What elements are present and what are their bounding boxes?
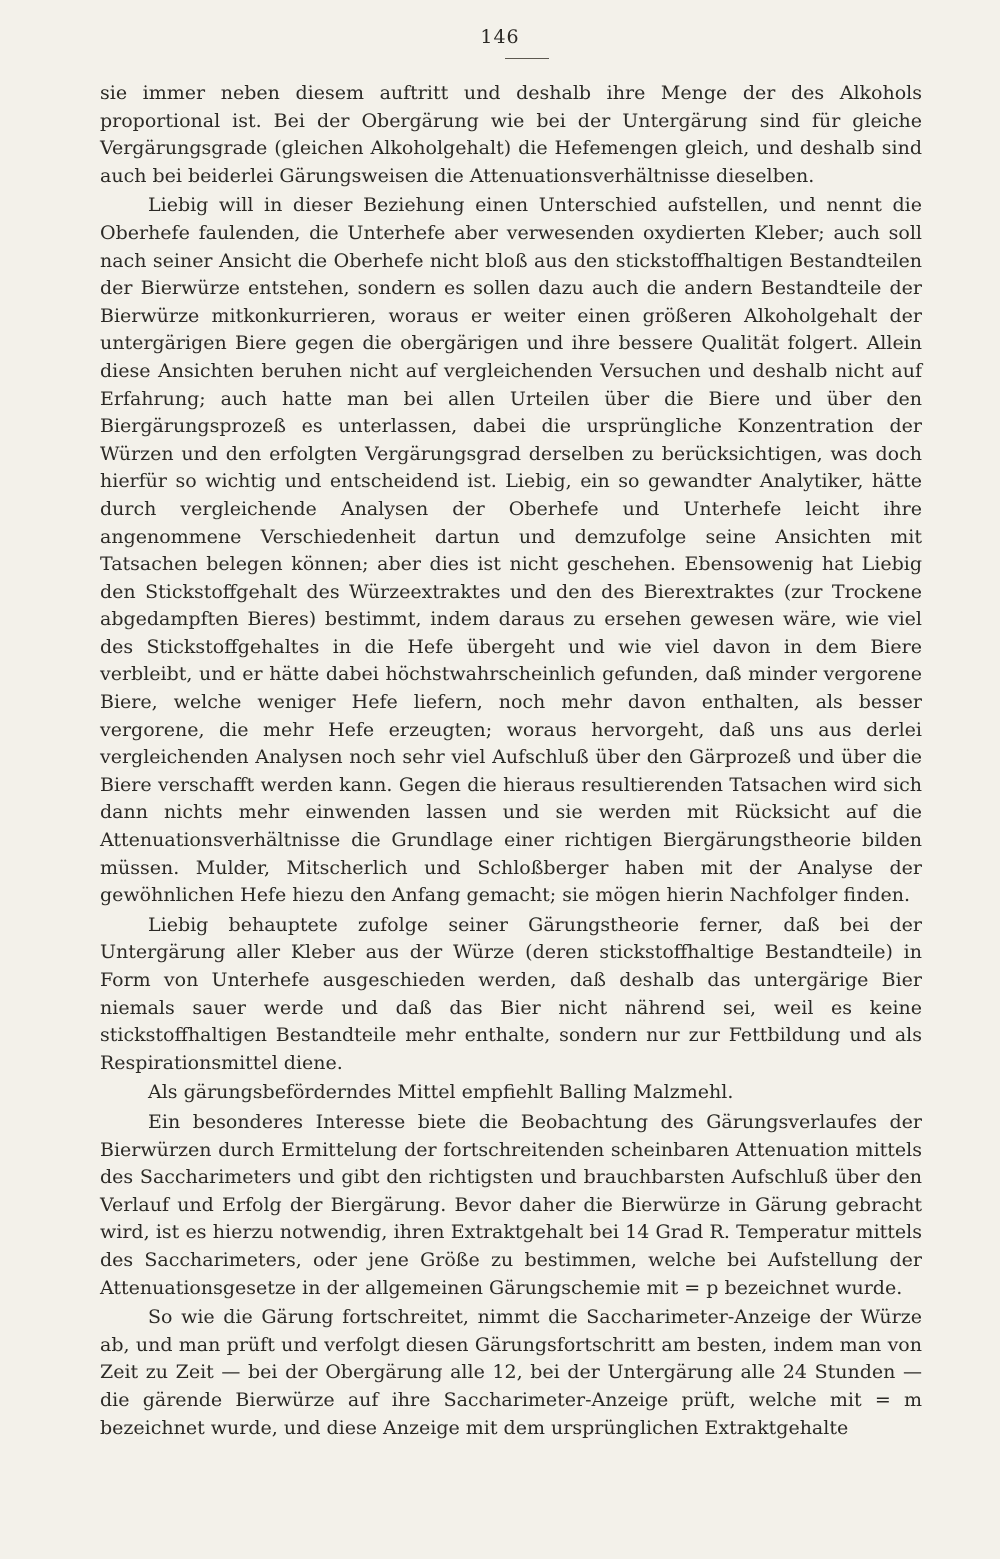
paragraph: So wie die Gärung fortschreitet, nimmt die Saccharimeter-Anzeige der Würze ab, und man prüft und verfolgt diesen Gärungsfortschritt am besten, indem man von Zeit zu Zeit — bei der Obergärung alle 12, bei der Untergärung alle 24 Stunden — die gärende Bierwürze auf ihre Saccharimeter-Anzeige prüft, welche mit = m bezeichnet wurde, und diese Anzeige mit dem ursprünglichen Extraktgehalte (100, 1306, 922, 1439)
paragraph: Ein besonderes Interesse biete die Beobachtung des Gärungsverlaufes der Bierwürzen durch Ermittelung der fortschreitenden scheinbaren Attenuation mittels des Saccharimeters und gibt den richtigsten und brauchbarsten Aufschluß über den Verlauf und Erfolg der Biergärung. Bevor daher die Bierwürze in Gärung gebracht wird, ist es hierzu notwendig, ihren Extraktgehalt bei 14 Grad R. Temperatur mittels des Saccharimeters, oder jene Größe zu bestimmen, welche bei Aufstellung der Attenuationsgesetze in der allgemeinen Gärungschemie mit = p bezeichnet wurde. (100, 1110, 922, 1299)
page-number: 146 (480, 26, 520, 48)
page-number-rule (505, 58, 549, 59)
paragraph: sie immer neben diesem auftritt und deshalb ihre Menge der des Alkohols proportional ist. Bei der Obergärung wie bei der Untergärung sind für gleiche Vergärungsgrade (gleichen Alkoholgehalt) die Hefemengen gleich, und deshalb sind auch bei beiderlei Gärungsweisen die Attenuationsverhältnisse dieselben. (100, 82, 922, 187)
paragraph: Liebig behauptete zufolge seiner Gärungstheorie ferner, daß bei der Untergärung aller Kleber aus der Würze (deren stickstoffhaltige Bestandteile) in Form von Unterhefe ausgeschieden werden, daß deshalb das untergärige Bier niemals sauer werde und daß das Bier nicht nährend sei, weil es keine stickstoffhaltigen Bestandteile mehr enthalte, sondern nur zur Fettbildung und als Respirationsmittel diene. (100, 913, 922, 1074)
paragraph: Als gärungsbeförderndes Mittel empfiehlt Balling Malzmehl. (148, 1081, 734, 1104)
body-text (100, 80, 922, 1442)
paragraph: Liebig will in dieser Beziehung einen Unterschied aufstellen, und nennt die Oberhefe faulenden, die Unterhefe aber verwesenden oxydierten Kleber; auch soll nach seiner Ansicht die Oberhefe nicht bloß aus den stickstoffhaltigen Bestandteilen der Bierwürze entstehen, sondern es sollen dazu auch die andern Bestandteile der Bierwürze mitkonkurrieren, woraus er weiter einen größeren Alkoholgehalt der untergärigen Biere gegen die obergärigen und ihre bessere Qualität folgert. Allein diese Ansichten beruhen nicht auf vergleichenden Versuchen und deshalb nicht auf Erfahrung; auch hatte man bei allen Urteilen über die Biere und über den Biergärungsprozeß es unterlassen, dabei die ursprüngliche Konzentration der Würzen und den erfolgten Vergärungsgrad derselben zu berücksichtigen, was doch hierfür so wichtig und entscheidend ist. Liebig, ein so gewandter Analytiker, hätte durch vergleichende Analysen der Oberhefe und Unterhefe leicht ihre angenommene Verschiedenheit dartun und demzufolge seine Ansichten mit Tatsachen belegen können; aber dies ist nicht geschehen. Ebensowenig hat Liebig den Stickstoffgehalt des Würzeextraktes und den des Bierextraktes (zur Trockene abgedampften Bieres) bestimmt, indem daraus zu ersehen gewesen wäre, wie viel des Stickstoffgehaltes in die Hefe übergeht und wie viel davon in dem Biere verbleibt, und er hätte dabei höchstwahrscheinlich gefunden, daß minder vergorene Biere, welche weniger Hefe liefern, noch mehr davon enthalten, als besser vergorene, die mehr Hefe erzeugten; woraus hervorgeht, daß uns aus derlei vergleichenden Analysen noch sehr viel Aufschluß über den Gärprozeß und über die Biere verschafft werden kann. Gegen die hieraus resultierenden Tatsachen wird sich dann nichts mehr einwenden lassen und sie werden mit Rücksicht auf die Attenuationsverhältnisse die Grundlage einer richtigen Biergärungstheorie bilden müssen. Mulder, Mitscherlich und Schloßberger haben mit der Analyse der gewöhnlichen Hefe hiezu den Anfang gemacht; sie mögen hierin Nachfolger finden. (100, 194, 922, 907)
